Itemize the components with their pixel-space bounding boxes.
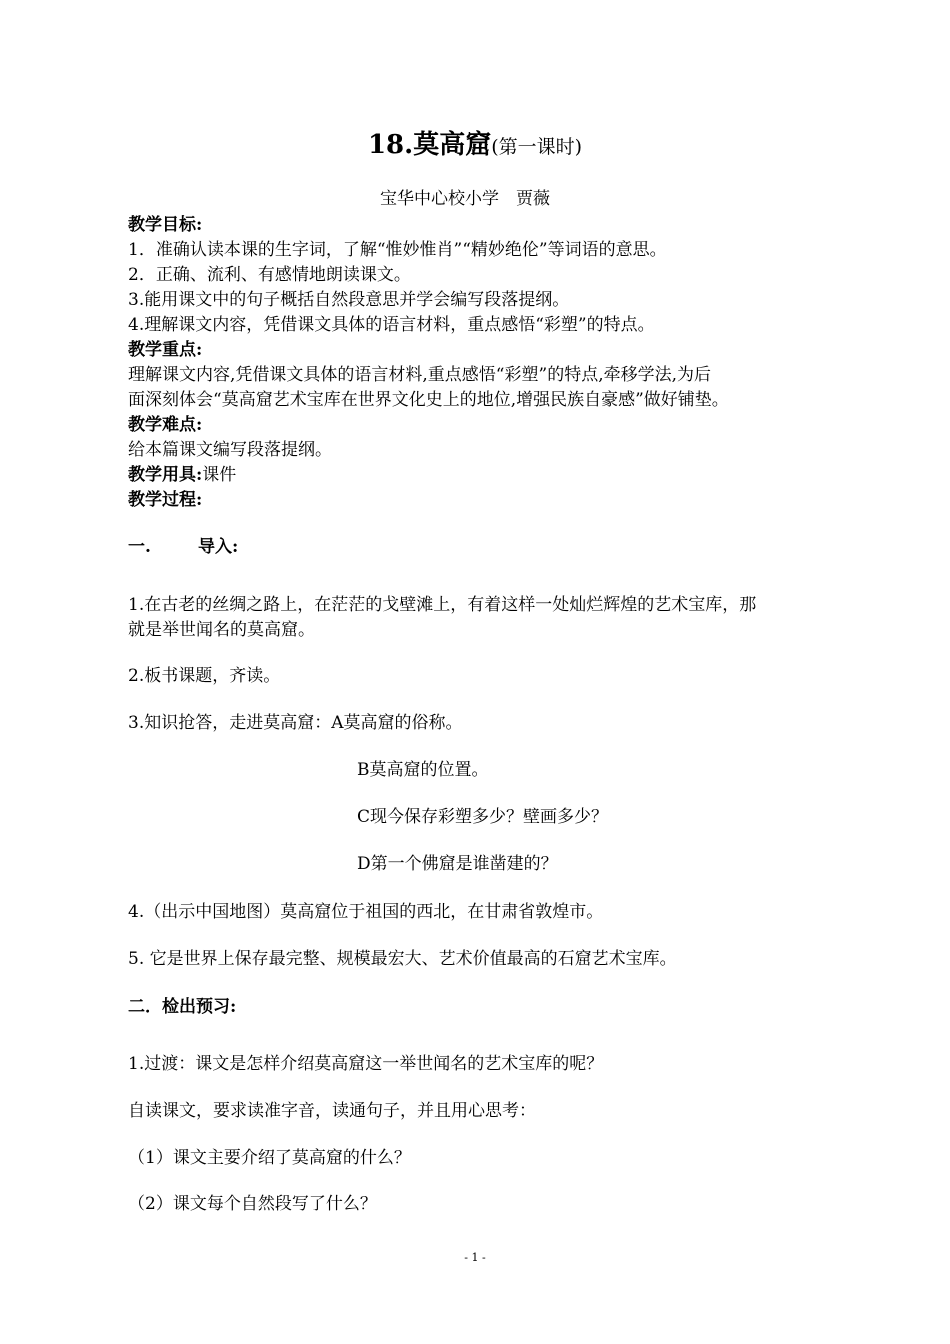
section1-paragraph: 就是举世闻名的莫高窟。 [128, 620, 315, 640]
process-heading: 教学过程: [128, 490, 203, 510]
key-points-line: 面深刻体会“莫高窟艺术宝库在世界文化史上的地位,增强民族自豪感”做好铺垫。 [128, 390, 729, 410]
section2-question: （2）课文每个自然段写了什么？ [128, 1194, 377, 1214]
difficulty-heading: 教学难点: [128, 415, 203, 435]
difficulty-text: 给本篇课文编写段落提纲。 [128, 440, 332, 460]
section1-paragraph: 5. 它是世界上保存最完整、规模最宏大、艺术价值最高的石窟艺术宝库。 [128, 949, 677, 969]
section1-title: 导入: [198, 537, 239, 557]
quiz-item-c: C现今保存彩塑多少？壁画多少？ [357, 807, 609, 827]
section2-title: 二．检出预习: [128, 997, 237, 1017]
tools-text: 课件 [202, 465, 237, 485]
section2-question: （1）课文主要介绍了莫高窟的什么？ [128, 1148, 411, 1168]
section1-paragraph: 3.知识抢答，走进莫高窟：A莫高窟的俗称。 [128, 713, 463, 733]
tools-line [128, 464, 236, 486]
key-points-heading: 教学重点: [128, 340, 203, 360]
page-title [0, 124, 950, 161]
section2-paragraph: 1.过渡：课文是怎样介绍莫高窟这一举世闻名的艺术宝库的呢？ [128, 1054, 604, 1074]
section1-paragraph: 1.在古老的丝绸之路上，在茫茫的戈壁滩上，有着这样一处灿烂辉煌的艺术宝库，那 [128, 595, 757, 615]
title-main: 18.莫高窟 [367, 130, 492, 160]
objective-item: 4.理解课文内容，凭借课文具体的语言材料，重点感悟“彩塑”的特点。 [128, 315, 655, 335]
section2-paragraph: 自读课文，要求读准字音，读通句子，并且用心思考： [128, 1101, 536, 1121]
objective-item: 1．准确认读本课的生字词，了解“惟妙惟肖”“精妙绝伦”等词语的意思。 [128, 240, 667, 260]
objectives-heading: 教学目标: [128, 215, 203, 235]
author-line: 宝华中心校小学 贾薇 [380, 189, 550, 209]
key-points-line: 理解课文内容,凭借课文具体的语言材料,重点感悟“彩塑”的特点,牵移学法,为后 [128, 365, 711, 385]
objective-item: 3.能用课文中的句子概括自然段意思并学会编写段落提纲。 [128, 290, 570, 310]
page-number: - 1 - [464, 1251, 486, 1264]
objective-item: 2．正确、流利、有感情地朗读课文。 [128, 265, 411, 285]
tools-heading: 教学用具: [128, 465, 203, 485]
quiz-item-d: D第一个佛窟是谁凿建的？ [357, 854, 558, 874]
section1-paragraph: 2.板书课题，齐读。 [128, 666, 281, 686]
section1-paragraph: 4.（出示中国地图）莫高窟位于祖国的西北，在甘肃省敦煌市。 [128, 902, 604, 922]
quiz-item-b: B莫高窟的位置。 [357, 760, 489, 780]
section1-number: 一. [128, 537, 151, 557]
title-sub: (第一课时) [491, 136, 583, 158]
